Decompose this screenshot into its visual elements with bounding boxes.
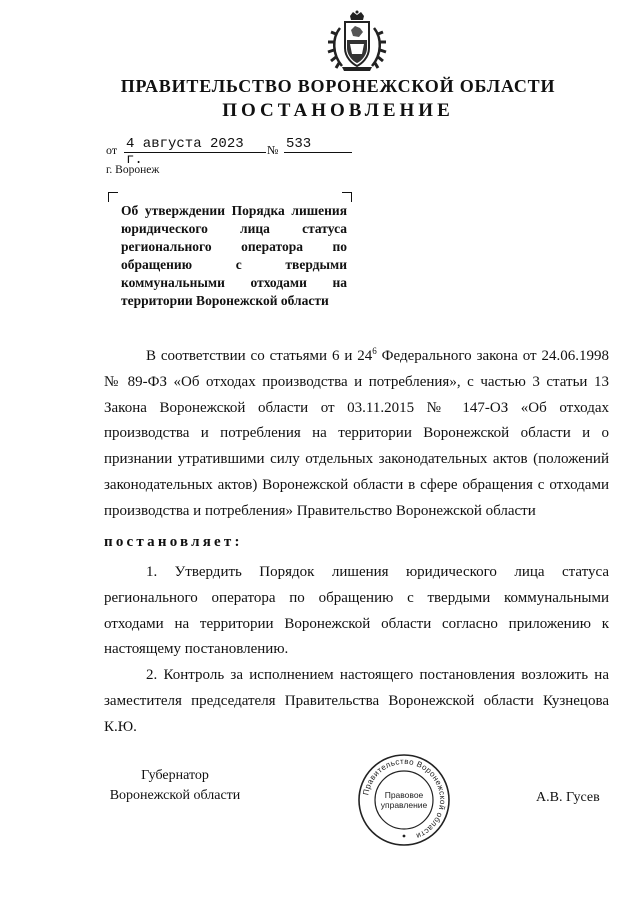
decree-item-1: 1. Утвердить Порядок лишения юридического лица статуса регионального оператора по обращению с твердыми коммунальными отходами на территории Воронежской области согласно приложению к настоящему постановлению. <box>104 564 609 658</box>
preamble-paragraph <box>104 344 609 525</box>
position-line-1: Губернатор <box>141 768 209 783</box>
signatory-name: А.В. Гусев <box>536 790 600 805</box>
stamp-center-line-2: управление <box>380 800 428 810</box>
article-superscript: 6 <box>372 346 377 356</box>
preamble-text-rest: Федерального закона от 24.06.1998 № 89-ФЗ «Об отходах производства и потребления», с частью 3 статьи 13 Закона Воронежской области от 03.11.2015 № 147-ОЗ «Об отходах производства и потребления на территории Воронежской области и о признании утратившими силу отдельных законодательных актов (положений законодательных актов) Воронежской области в сфере обращения с отходами производства и потребления» Правительство Воронежской области <box>104 348 609 519</box>
signatory-position <box>104 766 246 806</box>
stamp-ring-text: Правительство Воронежской области <box>361 756 448 841</box>
document-date: 4 августа 2023 г. <box>124 136 266 153</box>
decree-word: постановляет: <box>104 534 243 550</box>
decree-item-2: 2. Контроль за исполнением настоящего постановления возложить на заместителя председателя Правительства Воронежской области Кузнецова К.Ю. <box>104 667 609 735</box>
document-subject: Об утверждении Порядка лишения юридического лица статуса регионального оператора по обращению с твердыми коммунальными отходами на территории Воронежской области <box>121 203 347 308</box>
coat-of-arms-icon <box>326 10 388 74</box>
preamble-text-start: В соответствии со статьями 6 и 24 <box>146 348 373 364</box>
corner-mark-left <box>108 192 118 202</box>
document-type-title: ПОСТАНОВЛЕНИЕ <box>222 100 454 121</box>
legal-department-stamp <box>356 752 452 848</box>
date-number-line <box>106 136 366 168</box>
organization-title: ПРАВИТЕЛЬСТВО ВОРОНЕЖСКОЙ ОБЛАСТИ <box>120 76 556 96</box>
corner-mark-right <box>342 192 352 202</box>
number-label: № <box>267 143 279 157</box>
stamp-center-line-1: Правовое <box>384 790 424 800</box>
position-line-2: Воронежской области <box>109 788 241 803</box>
city-label: г. Воронеж <box>106 164 160 176</box>
document-number: 533 <box>284 136 352 153</box>
date-from-label: от <box>106 143 118 157</box>
